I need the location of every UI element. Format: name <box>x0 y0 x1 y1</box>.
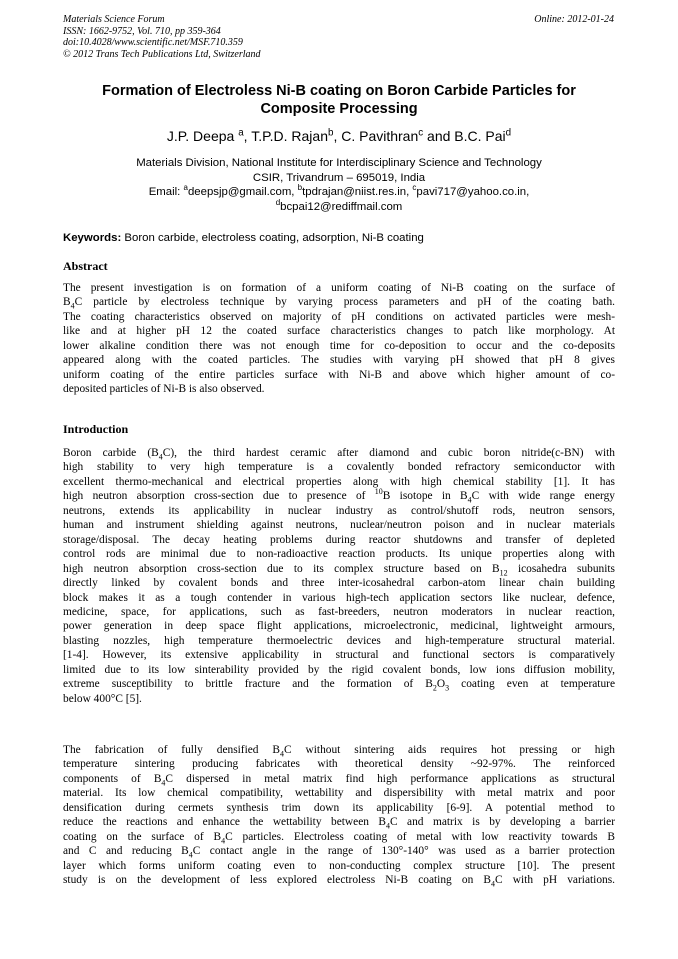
paper-title <box>70 82 608 118</box>
affiliation-line-2: CSIR, Trivandrum – 695019, India <box>252 171 426 184</box>
author-list: J.P. Deepa $^a$, T.P.D. Rajan$^b$, C. Pavithran$^c$ and B.C. Pai$^d$ <box>166 127 512 144</box>
doi-line: doi:10.4028/www.scientific.net/MSF.710.359 <box>63 37 243 48</box>
journal-header <box>63 14 261 60</box>
abstract-paragraph: The present investigation is on formation of a uniform coating of Ni-B coating on the surface of $B_4C$ particle by electroless technique by varying process parameters and pH of the coating bath. The coating characteristics observed on majority of pH conditions on activated particles were mesh- like and at higher pH 12 the coated surface characteristics changes to patch like morphology. At lower alkaline condition there was not enough time for co-deposition to occur and the co-deposits appeared along with the coated particles. The studies with varying pH showed that pH 8 gives uniform coating of the entire particles surface with Ni-B and above which higher amount of co- deposited particles of Ni-B is also observed. <box>63 282 615 396</box>
keywords <box>63 231 615 245</box>
online-date: Online: 2012-01-24 <box>534 14 614 25</box>
email-line: Email: $^a$deepsjp@gmail.com, $^b$tpdrajan@niist.res.in, $^c$pavi717@yahoo.co.in, <box>148 183 530 199</box>
title-line-1: Formation of Electroless Ni-B coating on Boron Carbide Particles for <box>102 83 576 99</box>
affiliation-line-1: Materials Division, National Institute for Interdisciplinary Science and Technology <box>136 157 542 169</box>
intro-paragraph-1: Boron carbide $(B_4C)$, the third hardest ceramic after diamond and cubic boron nitride(c-BN) with high stability to very high temperature is a covalently bonded refractory semiconductor with excellent thermo-mechanical and electrical properties along with high chemical stability [1]. It has high neutron absorption cross-section due to presence of $^{10}$B isotope in $B_4C$ with wide range energy neutrons, extends its applicability in nuclear industry as control/shutoff rods, neutron sensors, human and instrument shielding against neutrons, nuclear/neutron poison and in nuclear materials storage/disposal. The decay heating problems during reactor shutdowns and transfer of depleted control rods are minimal due to non-radioactive reaction products. Its unique properties along with high neutron absorption cross-section due to its complex structure based on $B_{12}$ icosahedra subunits directly linked by covalent bonds and three inter-icosahedral carbon-atom linear chain building block makes it as a tough contender in various high-tech application sectors like nuclear, defence, medicine, space, for applications, such as fast-breeders, neutron moderators in nuclear reaction, power generation in deep space flight applications, microelectronic, medicinal, lightweight armours, blasting nozzles, high temperature thermoelectric devices and high-temperature structural material. [1-4]. However, its extensive applicability in structural and functional sectors is comparatively limited due to its low sinterability provided by the rigid covalent bonds, low ions diffusion mobility, extreme susceptibility to brittle fracture and the formation of $B_2O_3$ coating even at temperature below 400°C [5]. <box>63 447 616 705</box>
email-line-2: $^d$bcpai12@rediffmail.com <box>275 197 403 213</box>
intro-paragraph-2: The fabrication of fully densified $B_4C$ without sintering aids requires hot pressing or high temperature sintering producing fabricates with theoretical density ~92-97%. The reinforced components of $B_4C$ dispersed in metal matrix find high performance applications as structural material. Its low chemical compatibility, wettability and dispersibility with metal matrix and poor densification during cermets synthesis trim down its applicability [6-9]. A potential method to reduce the reactions and enhance the wettability between $B_4C$ and matrix is by developing a barrier coating on the surface of $B_4C$ particles. Electroless coating of metal with low reactivity towards B and C and reducing $B_4C$ contact angle in the range of 130°-140° was used as a barrier protection layer which forms uniform coating even to non-conducting complex structure [10]. The present study is on the development of less explored electroless Ni-B coating on $B_4C$ with pH variations. <box>63 744 616 889</box>
issn-line: ISSN: 1662-9752, Vol. 710, pp 359-364 <box>63 25 221 37</box>
title-line-2: Composite Processing <box>260 101 418 117</box>
keywords-label: Keywords: <box>63 232 122 244</box>
keywords-text: Boron carbide, electroless coating, adsorption, Ni-B coating <box>121 232 424 244</box>
copyright-line: © 2012 Trans Tech Publications Ltd, Switzerland <box>63 48 261 60</box>
abstract-heading: Abstract <box>63 259 108 273</box>
affiliation <box>63 156 615 214</box>
journal-name: Materials Science Forum <box>63 14 165 25</box>
introduction-heading: Introduction <box>63 422 129 436</box>
